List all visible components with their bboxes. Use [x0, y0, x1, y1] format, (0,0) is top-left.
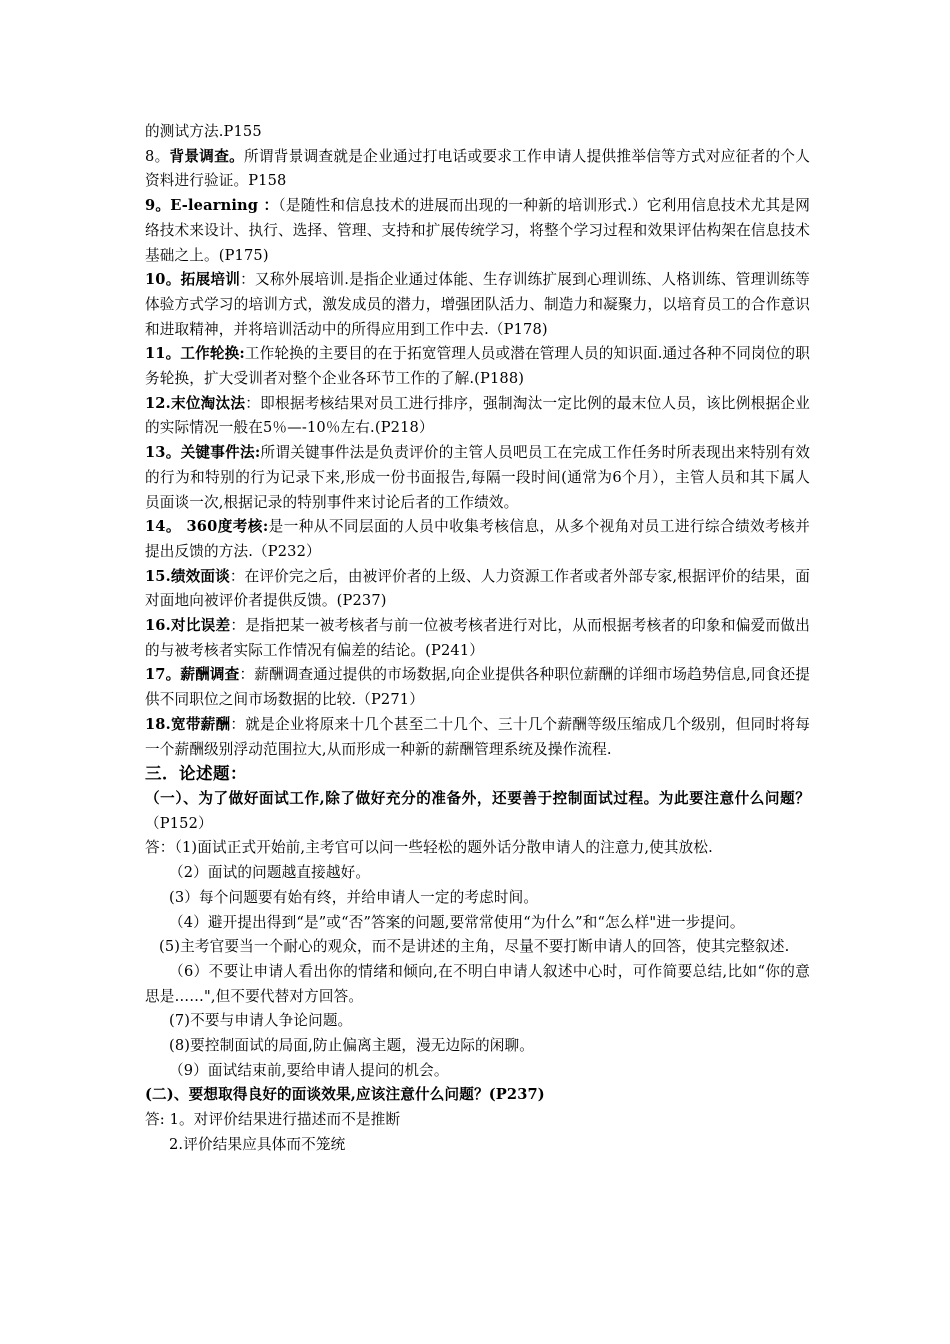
question-1: （一）、为了做好面试工作,除了做好充分的准备外，还要善于控制面试过程。为此要注意什么问题？（P152）	[145, 789, 810, 832]
term-definition: 是一种从不同层面的人员中收集考核信息，从多个视角对员工进行综合绩效考核并提出反馈的方法.（P232）	[145, 518, 810, 560]
answer-1-item-9: （9）面试结束前,要给申请人提问的机会。	[169, 1061, 449, 1079]
term-18-broadband-salary	[145, 713, 810, 762]
term-lead: 8。	[145, 147, 170, 165]
term-11-job-rotation	[145, 342, 810, 391]
answer-2-item-1: 答: 1。对评价结果进行描述而不是推断	[145, 1111, 401, 1129]
answer-label: 答：	[145, 839, 175, 857]
question-2: (二)、要想取得良好的面谈效果,应该注意什么问题？(P237)	[145, 1086, 545, 1104]
term-title: 14。 360度考核:	[145, 518, 269, 536]
term-definition: ：就是企业将原来十几个甚至二十几个、三十几个薪酬等级压缩成几个级别，但同时将每一个薪酬级别浮动范围拉大,从而形成一种新的薪酬管理系统及操作流程.	[145, 715, 810, 758]
term-definition: （是随性和信息技术的进展而出现的一种新的培训形式.）它利用信息技术尤其是网络技术来设计、执行、选择、管理、支持和扩展传统学习，将整个学习过程和效果评估构架在信息技术基础之上。(P175)	[145, 197, 810, 264]
term-title: 18.宽带薪酬	[145, 715, 231, 733]
term-16-contrast-error	[145, 614, 810, 663]
answer-1-item-5: (5)主考官要当一个耐心的观众，而不是讲述的主角，尽量不要打断申请人的回答，使其完整叙述.	[159, 938, 790, 956]
term-title: 9。E-learning ：	[145, 197, 279, 215]
term-definition: 所谓背景调查就是企业通过打电话或要求工作申请人提供推举信等方式对应征者的个人资料进行验证。P158	[145, 147, 810, 190]
answer-1-item-6: （6）不要让申请人看出你的情绪和倾向,在不明白申请人叙述中心时，可作简要总结,比如“你的意思是……",但不要代替对方回答。	[145, 962, 810, 1005]
term-definition: ：是指把某一被考核者与前一位被考核者进行对比，从而根据考核者的印象和偏爱而做出的与被考核者实际工作情况有偏差的结论。(P241）	[145, 617, 810, 659]
section-heading: 三．论述题：	[145, 764, 247, 784]
term-title: 13。关键事件法:	[145, 444, 261, 462]
answer-1-item-8: (8)要控制面试的局面,防止偏离主题，漫无边际的闲聊。	[169, 1037, 535, 1055]
term-15-performance-interview	[145, 565, 810, 614]
term-definition: 所谓关键事件法是负责评价的主管人员吧员工在完成工作任务时所表现出来特别有效的行为和特别的行为记录下来,形成一份书面报告,每隔一段时间(通常为6个月），主管人员和其下属人员面谈一次,根据记录的特别事件来讨论后者的工作绩效。	[145, 444, 810, 511]
term-12-last-place-elimination	[145, 392, 810, 441]
term-13-critical-incident	[145, 441, 810, 515]
question-1-ref: （P152）	[145, 814, 213, 832]
term-title: 15.绩效面谈	[145, 567, 230, 585]
document-page	[145, 120, 810, 1158]
answer-1-item-2: （2）面试的问题越直接越好。	[169, 864, 371, 882]
term-definition: ：即根据考核结果对员工进行排序，强制淘汰一定比例的最末位人员，该比例根据企业的实际情况一般在5％—-10％左右.(P218）	[145, 394, 810, 437]
answer-1-item-4: （4）避开提出得到“是”或“否”答案的问题,要常常使用“为什么”和“怎么样"进一步提问。	[169, 913, 745, 931]
term-title: 16.对比误差	[145, 617, 231, 635]
answer-1-item-1: 答：（1)面试正式开始前,主考官可以问一些轻松的题外话分散申请人的注意力,使其放松.	[145, 839, 713, 857]
answer-1-item-7: (7)不要与申请人争论问题。	[169, 1012, 353, 1030]
answer-1-item-3: (3）每个问题要有始有终，并给申请人一定的考虑时间。	[169, 888, 539, 906]
term-definition: ：在评价完之后，由被评价者的上级、人力资源工作者或者外部专家,根据评价的结果，面对面地向被评价者提供反馈。(P237)	[145, 567, 810, 610]
term-17-salary-survey	[145, 663, 810, 712]
term-definition: ：又称外展培训.是指企业通过体能、生存训练扩展到心理训练、人格训练、管理训练等体验方式学习的培训方式，激发成员的潜力，增强团队活力、制造力和凝聚力，以培育员工的合作意识和进取精神，并将培训活动中的所得应用到工作中去.（P178)	[145, 271, 810, 338]
term-14-360-review	[145, 515, 810, 564]
term-title: 17。薪酬调查	[145, 666, 240, 684]
term-9-elearning	[145, 194, 810, 268]
term-10-outward-training	[145, 268, 810, 342]
term-title: 10。拓展培训	[145, 271, 241, 289]
term-line-0: 的测试方法.P155	[145, 123, 262, 140]
term-title: 11。工作轮换:	[145, 345, 245, 363]
answer-label: 答:	[145, 1111, 165, 1129]
term-definition: ：薪酬调查通过提供的市场数据,向企业提供各种职位薪酬的详细市场趋势信息,同食还提供不同职位之间市场数据的比较.（P271）	[145, 666, 811, 709]
term-title: 背景调查。	[169, 147, 244, 165]
term-definition: 工作轮换的主要目的在于拓宽管理人员或潜在管理人员的知识面.通过各种不同岗位的职务轮换，扩大受训者对整个企业各环节工作的了解.(P188)	[145, 345, 810, 388]
answer-2-item-2: 2.评价结果应具体而不笼统	[169, 1135, 346, 1153]
term-8-background-check	[145, 145, 810, 194]
term-title: 12.末位淘汰法	[145, 394, 246, 412]
